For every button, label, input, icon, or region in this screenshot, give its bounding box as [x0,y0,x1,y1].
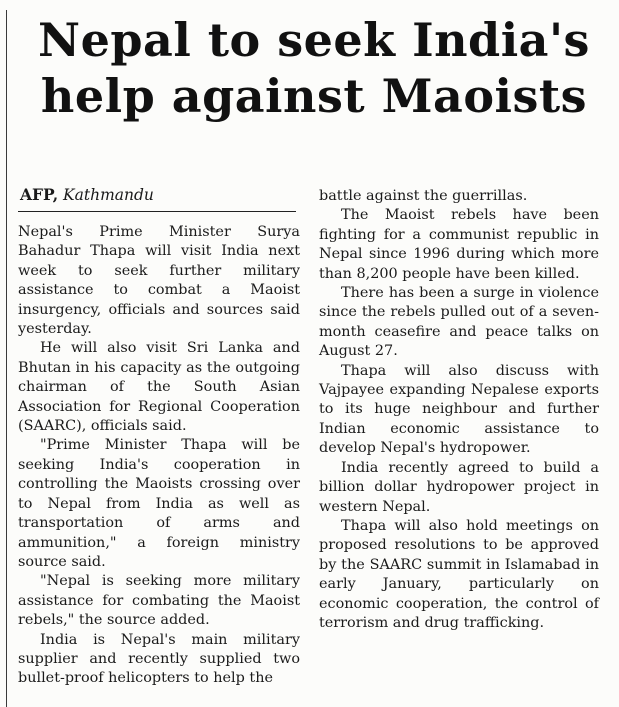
byline-location: Kathmandu [63,186,154,204]
article-column-1 [18,223,300,689]
byline [20,185,154,205]
paragraph: Thapa will also discuss with Vajpayee expanding Nepalese exports to its huge neighbour and further Indian economic assistance to develop Nepal's hydropower. [319,362,599,457]
headline [14,12,614,124]
paragraph: "Nepal is seeking more military assistance for combating the Maoist rebels," the source added. [18,573,300,629]
byline-divider [18,211,296,212]
paragraph: India recently agreed to build a billion dollar hydropower project in western Nepal. [319,459,599,515]
page-border [6,10,7,707]
paragraph: "Prime Minister Thapa will be seeking India's cooperation in controlling the Maoists crossing over to Nepal from India as well as transportation of arms and ammunition," a foreign ministry source said. [18,437,300,570]
article-column-2 [319,187,599,633]
byline-source: AFP, [20,185,59,204]
paragraph: Nepal's Prime Minister Surya Bahadur Thapa will visit India next week to seek further military assistance to combat a Maoist insurgency, officials and sources said yesterday. [18,224,300,338]
headline-line-2: help against Maoists [40,69,588,123]
paragraph: Thapa will also hold meetings on proposed resolutions to be approved by the SAARC summit in Islamabad in early January, particularly on economic cooperation, the control of terrorism and drug trafficking. [319,517,599,631]
paragraph: battle against the guerrillas. [319,188,528,204]
paragraph: India is Nepal's main military supplier and recently supplied two bullet-proof helicopters to help the [18,631,300,687]
headline-line-1: Nepal to seek India's [38,13,590,67]
paragraph: There has been a surge in violence since the rebels pulled out of a seven-month ceasefire and peace talks on August 27. [319,285,599,360]
paragraph: The Maoist rebels have been fighting for a communist republic in Nepal since 1996 during which more than 8,200 people have been killed. [319,207,599,282]
paragraph: He will also visit Sri Lanka and Bhutan in his capacity as the outgoing chairman of the South Asian Association for Regional Cooperation (SAARC), officials said. [18,340,300,435]
